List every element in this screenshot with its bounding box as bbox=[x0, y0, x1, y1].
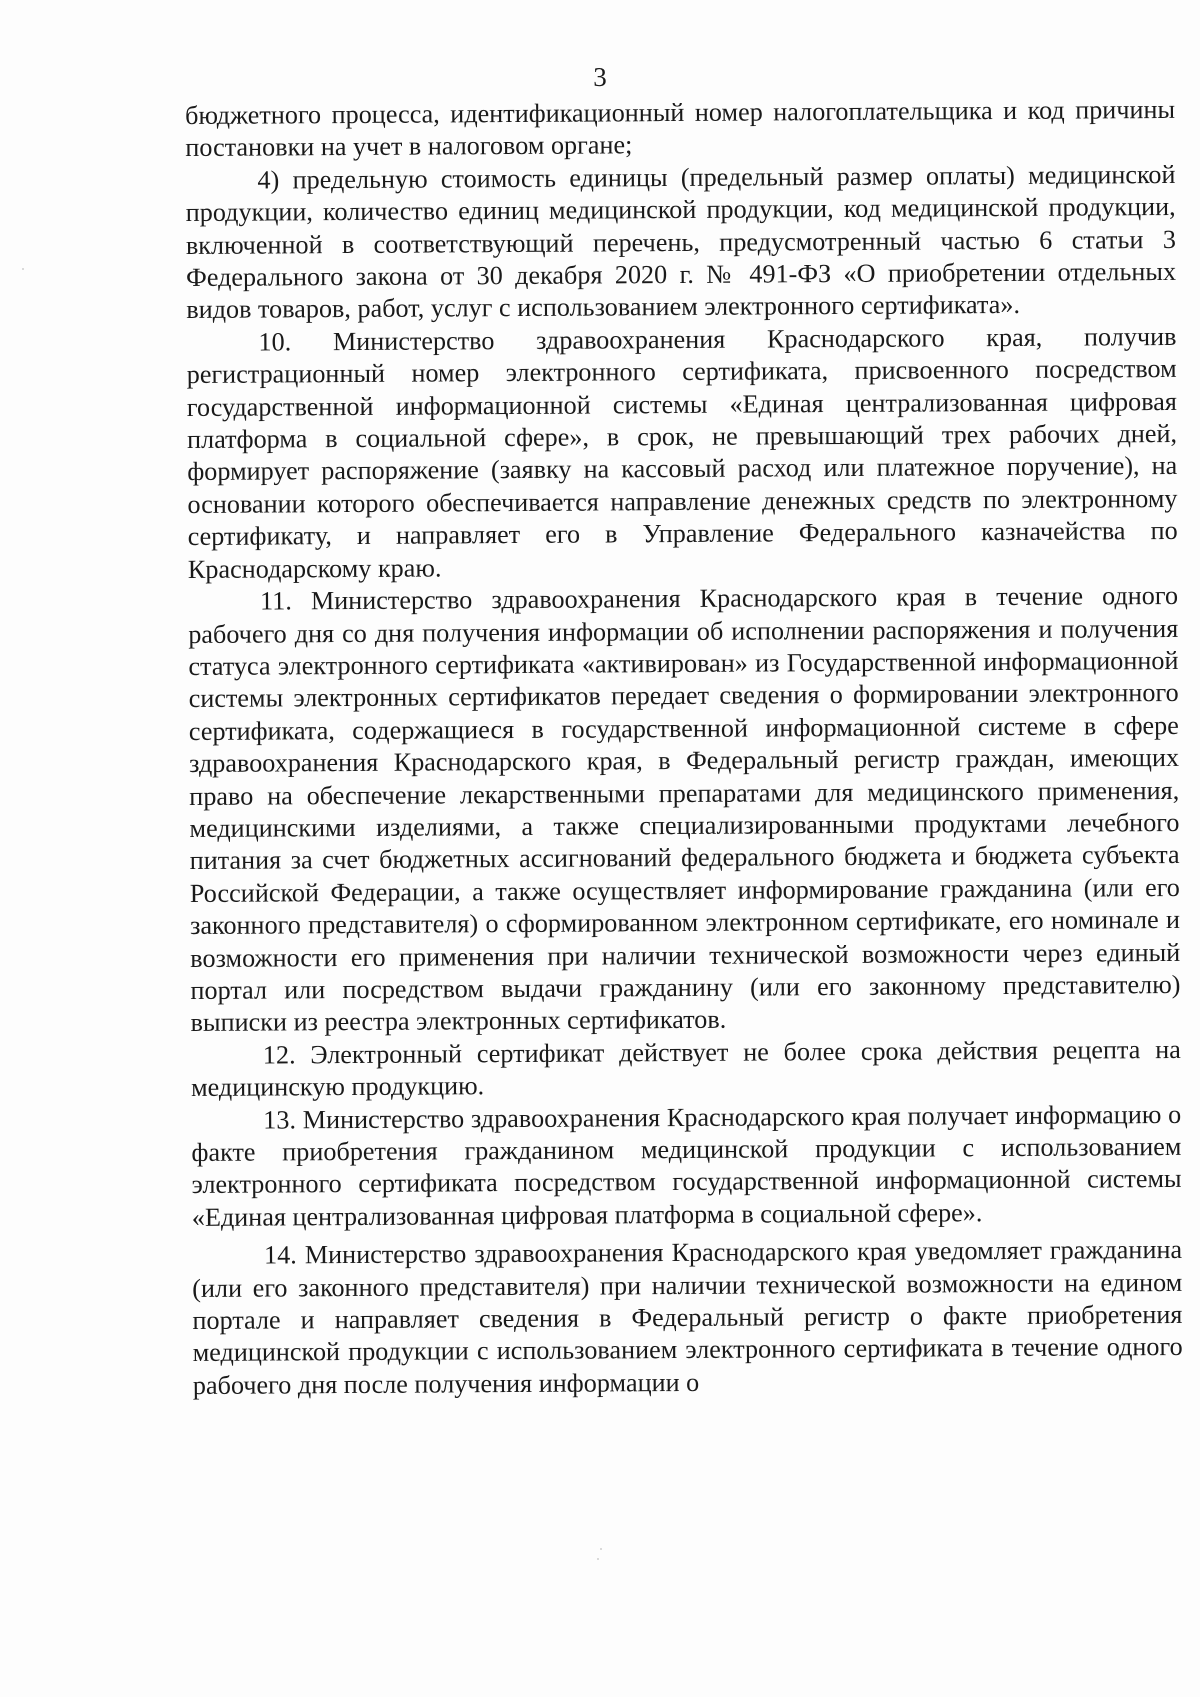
page-number: 3 bbox=[593, 62, 607, 92]
scan-speck bbox=[22, 268, 24, 270]
paragraph-10: 10. Министерство здравоохранения Краснодарского края, получив регистрационный номер электронного сертификата, присвоенного посредством государственной информационной системы «Единая централизованная цифровая платформа в социальной сфере», в срок, не превышающий трех рабочих дней, формирует распоряжение (заявку на кассовый расход или платежное поручение), на основании которого обеспечивается направление денежных средств по электронному сертификату, и направляет его в Управление Федерального казначейства по Краснодарскому краю. bbox=[186, 321, 1178, 584]
document-body bbox=[185, 94, 1183, 1402]
scan-speck bbox=[597, 1558, 599, 1560]
scan-speck bbox=[600, 1548, 602, 1550]
paragraph-13: 13. Министерство здравоохранения Краснодарского края получает информацию о факте приобретения гражданином медицинской продукции с использованием электронного сертификата посредством государственной информационной системы «Единая централизованная цифровая платформа в социальной сфере». bbox=[191, 1099, 1182, 1232]
paragraph-12: 12. Электронный сертификат действует не более срока действия рецепта на медицинскую продукцию. bbox=[190, 1034, 1181, 1103]
paragraph-14: 14. Министерство здравоохранения Краснодарского края уведомляет гражданина (или его законного представителя) при наличии технической возможности на едином портале и направляет сведения в Федеральный регистр о факте приобретения медицинской продукции с использованием электронного сертификата в течение одного рабочего дня после получения информации о bbox=[192, 1235, 1183, 1400]
paragraph-item-4: 4) предельную стоимость единицы (предельный размер оплаты) медицинской продукции, количество единиц медицинской продукции, код медицинской продукции, включенной в соответствующий перечень, предусмотренный частью 6 статьи 3 Федерального закона от 30 декабря 2020 г. № 491-ФЗ «О приобретении отдельных видов товаров, работ, услуг с использованием электронного сертификата». bbox=[185, 159, 1177, 325]
paragraph-11: 11. Министерство здравоохранения Краснодарского края в течение одного рабочего дня со дня получения информации об исполнении распоряжения и получения статуса электронного сертификата «активирован» из Государственной информационной системы электронных сертификатов передает сведения о формировании электронного сертификата, содержащиеся в государственной информационной системе в сфере здравоохранения Краснодарского края, в Федеральный регистр граждан, имеющих право на обеспечение лекарственными препаратами для медицинского применения, медицинскими изделиями, а также специализированными продуктами лечебного питания за счет бюджетных ассигнований федерального бюджета и бюджета субъекта Российской Федерации, а также осуществляет информирование гражданина (или его законного представителя) о сформированном электронном сертификате, его номинале и возможности его применения при наличии технической возможности через единый портал или посредством выдачи гражданину (или его законному представителю) выписки из реестра электронных сертификатов. bbox=[188, 581, 1181, 1038]
paragraph-continuation: бюджетного процесса, идентификационный номер налогоплательщика и код причины постановки на учет в налоговом органе; bbox=[185, 94, 1176, 163]
